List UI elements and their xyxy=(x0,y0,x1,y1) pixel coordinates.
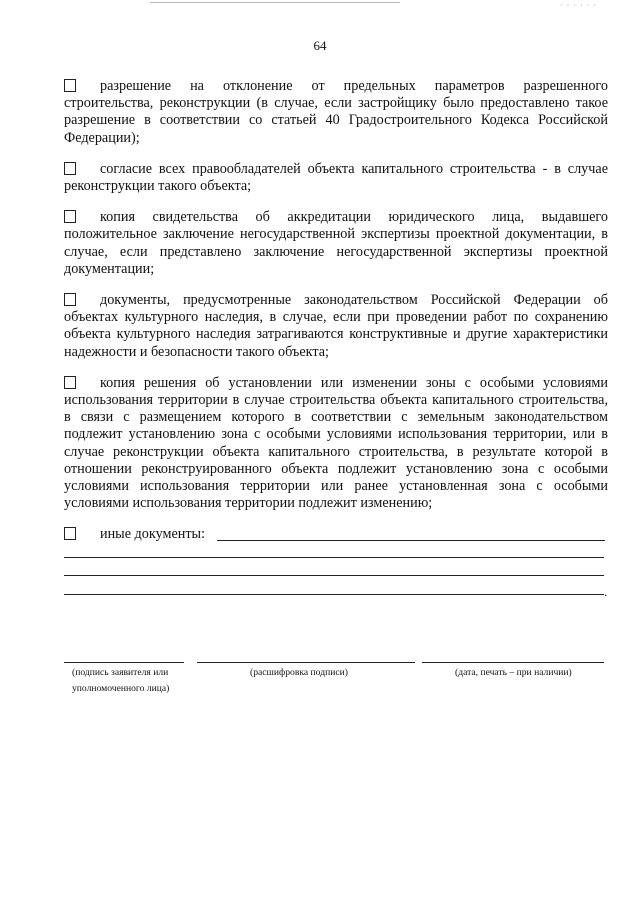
item-text: копия решения об установлении или изменении зоны с особыми условиями использования территории в случае строительства объекта капитального строительства, в связи с размещением которого в соответствии с земельным законодательством подлежит установлению зона с особыми условиями использования территории, или в случае реконструкции объекта капитального строительства, в результате которой в отношении реконструированного объекта подлежит установлению зона с особыми условиями использования территории или ранее установленная зона с особыми условиями использования территории подлежит изменению; xyxy=(64,374,608,512)
item-text: копия свидетельства об аккредитации юридического лица, выдавшего положительное заключение негосударственной экспертизы проектной документации, в случае, если представлено заключение негосударственной экспертизы проектной документации; xyxy=(64,209,608,277)
list-item-accreditation-copy xyxy=(64,209,608,278)
fill-line[interactable] xyxy=(64,575,604,576)
top-scan-dots: · · · · · · xyxy=(560,1,597,10)
checkbox[interactable] xyxy=(64,79,76,92)
date-stamp-caption: (дата, печать – при наличии) xyxy=(455,667,572,678)
list-item-other-documents xyxy=(64,526,608,543)
other-documents-fill-line[interactable] xyxy=(217,540,605,541)
applicant-caption-line-1: (подпись заявителя или xyxy=(72,667,169,678)
fill-line[interactable] xyxy=(64,594,604,595)
signature-transcript-caption: (расшифровка подписи) xyxy=(250,667,348,678)
item-text: документы, предусмотренные законодательством Российской Федерации об объектах культурного наследия, в случае, если при проведении работ по сохранению объекта культурного наследия затрагиваются конструктивные и другие характеристики надежности и безопасности такого объекта; xyxy=(64,292,608,360)
document-list xyxy=(64,78,608,558)
applicant-caption-line-2: уполномоченного лица) xyxy=(72,683,170,694)
item-text: разрешение на отклонение от предельных параметров разрешенного строительства, реконструкции (в случае, если застройщику было предоставлено такое разрешение в соответствии со статьей 40 Градостроительного Кодекса Российской Федерации); xyxy=(64,78,608,146)
top-scan-edge xyxy=(150,2,400,3)
list-item-special-zone-decision xyxy=(64,375,608,513)
page-number: 64 xyxy=(313,38,327,53)
item-text: иные документы: xyxy=(100,526,206,543)
checkbox[interactable] xyxy=(64,376,76,389)
checkbox[interactable] xyxy=(64,210,76,223)
list-item-cultural-heritage xyxy=(64,292,608,361)
applicant-signature-line[interactable] xyxy=(64,662,184,663)
list-item-owners-consent xyxy=(64,161,608,195)
signature-transcript-line[interactable] xyxy=(197,662,415,663)
fill-end-mark: . xyxy=(604,584,608,599)
fill-line[interactable] xyxy=(64,557,604,558)
checkbox[interactable] xyxy=(64,293,76,306)
list-item-permit-deviation xyxy=(64,78,608,147)
checkbox[interactable] xyxy=(64,527,76,540)
applicant-signature-caption xyxy=(72,665,169,697)
date-stamp-line[interactable] xyxy=(422,662,604,663)
item-text: согласие всех правообладателей объекта капитального строительства - в случае реконструкции такого объекта; xyxy=(64,160,608,195)
checkbox[interactable] xyxy=(64,162,76,175)
